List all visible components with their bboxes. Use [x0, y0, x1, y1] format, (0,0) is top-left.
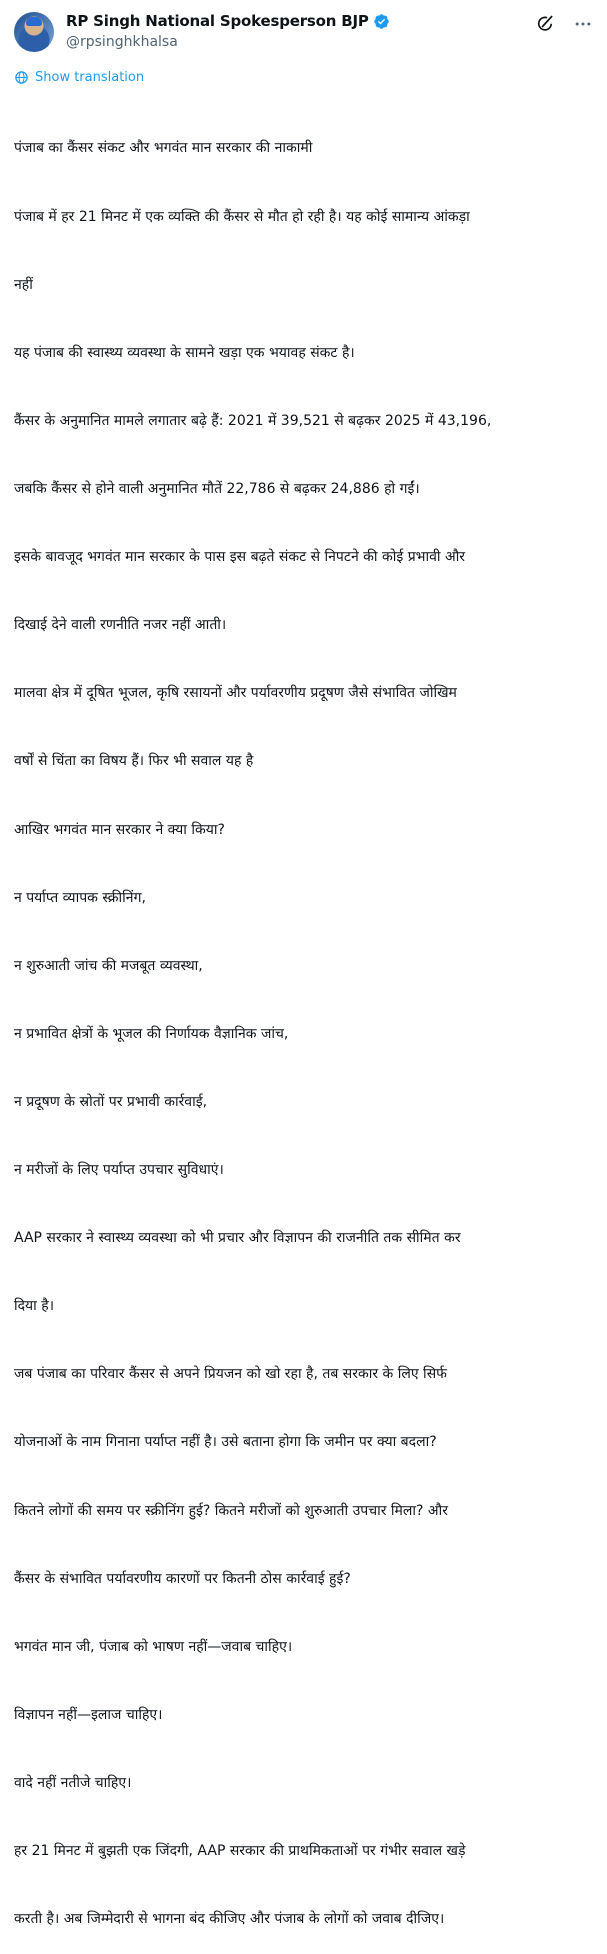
- post-line: दिया है।: [14, 1298, 54, 1315]
- post-line: AAP सरकार ने स्वास्थ्य व्यवस्था को भी प्रचार और विज्ञापन की राजनीति तक सीमित कर: [14, 1230, 461, 1247]
- post-header: [14, 10, 593, 58]
- post-line: कैंसर के संभावित पर्यावरणीय कारणों पर कितनी ठोस कार्रवाई हुई?: [14, 1570, 351, 1587]
- post-line: कैंसर के अनुमानित मामले लगातार बढ़े हैं: 2021 में 39,521 से बढ़कर 2025 में 43,196,: [14, 412, 492, 429]
- grok-icon[interactable]: [535, 14, 555, 34]
- post-line: आखिर भगवंत मान सरकार ने क्या किया?: [14, 821, 225, 838]
- post-line: इसके बावजूद भगवंत मान सरकार के पास इस बढ़ते संकट से निपटने की कोई प्रभावी और: [14, 549, 466, 566]
- post-line: योजनाओं के नाम गिनाना पर्याप्त नहीं है। उसे बताना होगा कि जमीन पर क्या बदला?: [14, 1434, 437, 1451]
- post-line: पंजाब में हर 21 मिनट में एक व्यक्ति की कैंसर से मौत हो रही है। यह कोई सामान्य आंकड़ा: [14, 208, 470, 225]
- post-line: भगवंत मान जी, पंजाब को भाषण नहीं—जवाब चाहिए।: [14, 1638, 293, 1655]
- name-row: [66, 10, 390, 32]
- avatar[interactable]: [14, 12, 54, 52]
- post-line: करती है। अब जिम्मेदारी से भागना बंद कीजिए और पंजाब के लोगों को जवाब दीजिए।: [14, 1911, 445, 1928]
- handle[interactable]: @rpsinghkhalsa: [66, 34, 178, 50]
- verified-badge-icon: [373, 13, 390, 30]
- post-line: न प्रभावित क्षेत्रों के भूजल की निर्णायक वैज्ञानिक जांच,: [14, 1025, 289, 1042]
- post-line: न प्रदूषण के स्रोतों पर प्रभावी कार्रवाई,: [14, 1093, 208, 1110]
- more-horizontal-icon[interactable]: [573, 14, 593, 34]
- globe-icon: [14, 70, 29, 85]
- display-name[interactable]: RP Singh National Spokesperson BJP: [66, 12, 369, 30]
- show-translation-label: Show translation: [35, 70, 145, 85]
- post-line: वर्षों से चिंता का विषय हैं। फिर भी सवाल यह है: [14, 753, 254, 770]
- avatar-turban: [26, 17, 42, 26]
- post-line: न शुरुआती जांच की मजबूत व्यवस्था,: [14, 957, 203, 974]
- show-translation-link[interactable]: [14, 70, 144, 85]
- author-info: [66, 10, 390, 50]
- post-line: कितने लोगों की समय पर स्क्रीनिंग हुई? कितने मरीजों को शुरुआती उपचार मिला? और: [14, 1502, 448, 1519]
- post-line: न मरीजों के लिए पर्याप्त उपचार सुविधाएं।: [14, 1162, 224, 1179]
- post-line: पंजाब का कैंसर संकट और भगवंत मान सरकार की नाकामी: [14, 140, 313, 157]
- post-line: मालवा क्षेत्र में दूषित भूजल, कृषि रसायनों और पर्यावरणीय प्रदूषण जैसे संभावित जोखिम: [14, 685, 457, 702]
- post-line: दिखाई देने वाली रणनीति नजर नहीं आती।: [14, 617, 227, 634]
- post-line: न पर्याप्त व्यापक स्क्रीनिंग,: [14, 889, 146, 906]
- post-line: नहीं: [14, 276, 33, 293]
- post-line: वादे नहीं नतीजे चाहिए।: [14, 1775, 132, 1792]
- post-line: यह पंजाब की स्वास्थ्य व्यवस्था के सामने खड़ा एक भयावह संकट है।: [14, 344, 355, 361]
- post-line: जब पंजाब का परिवार कैंसर से अपने प्रियजन को खो रहा है, तब सरकार के लिए सिर्फ: [14, 1366, 447, 1383]
- post-line: जबकि कैंसर से होने वाली अनुमानित मौतें 22,786 से बढ़कर 24,886 हो गईं।: [14, 480, 420, 497]
- header-actions: [535, 14, 593, 34]
- post-line: हर 21 मिनट में बुझती एक जिंदगी, AAP सरकार की प्राथमिकताओं पर गंभीर सवाल खड़े: [14, 1843, 466, 1860]
- post-line: विज्ञापन नहीं—इलाज चाहिए।: [14, 1706, 163, 1723]
- post-text: [14, 92, 594, 1954]
